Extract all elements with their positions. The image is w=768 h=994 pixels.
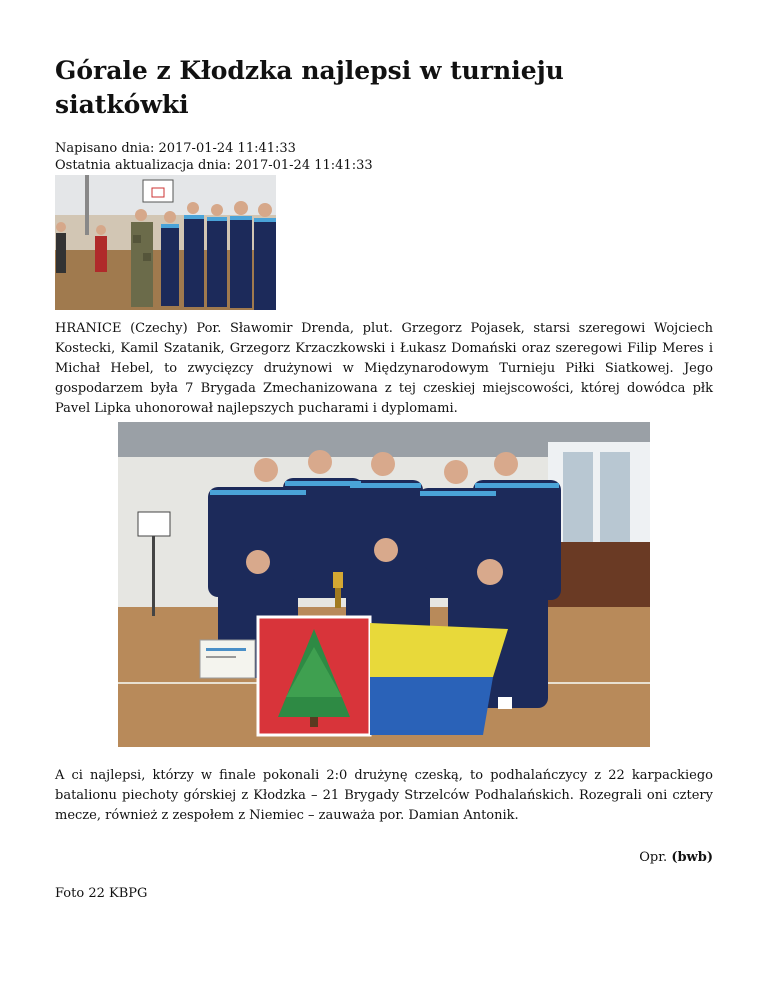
paragraph-1: HRANICE (Czechy) Por. Sławomir Drenda, plut. Grzegorz Pojasek, starsi szeregowi Wojciech Kostecki, Kamil Szatanik, Grzegorz Krzaczkowski i Łukasz Domański oraz szeregowi Filip Meres i Michał Hebel, to zwycięzcy drużynowi w Międzynarodowym Turnieju Piłki Siatkowej. Jego gospodarzem była 7 Brygada Zmechanizowana z tej czeskiej miejscowości, której dowódca płk Pavel Lipka uhonorował najlepszych pucharami i dyplomami. — [55, 321, 713, 416]
photo-team-with-flag — [118, 422, 650, 747]
photo-credit: Foto 22 KBPG — [55, 886, 148, 901]
signature-author: (bwb) — [671, 850, 713, 865]
signature — [639, 850, 713, 865]
photo-ceremony — [55, 175, 276, 310]
paragraph-2: A ci najlepsi, którzy w finale pokonali 2:0 drużynę czeską, to podhalańczycy z 22 karpackiego batalionu piechoty górskiej z Kłodzka – 21 Brygady Strzelców Podhalańskich. Rozegrali oni cztery mecze, również z zespołem z Niemiec – zauważa por. Damian Antonik. — [55, 768, 713, 823]
article-meta — [55, 140, 373, 174]
written-date: Napisano dnia: 2017-01-24 11:41:33 — [55, 141, 296, 156]
signature-prefix: Opr. — [639, 850, 668, 865]
updated-date: Ostatnia aktualizacja dnia: 2017-01-24 11:41:33 — [55, 158, 373, 173]
page-title: Górale z Kłodzka najlepsi w turnieju siatkówki — [55, 56, 564, 119]
